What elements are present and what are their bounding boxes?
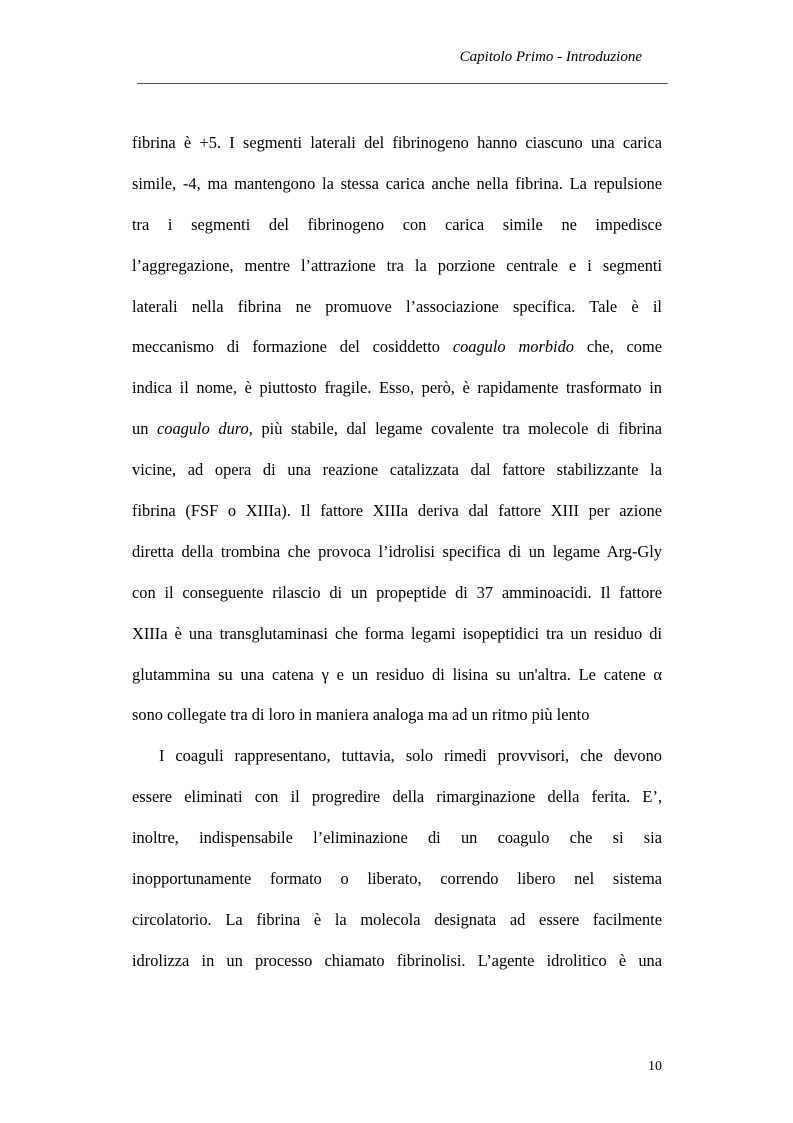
- text-line: fibrina è +5. I segmenti laterali del fibrinogeno hanno ciascuno una carica: [132, 133, 662, 152]
- text-line: diretta della trombina che provoca l’idrolisi specifica di un legame Arg-Gly: [132, 541, 662, 561]
- header-divider: [137, 83, 668, 84]
- page-body: [132, 128, 662, 987]
- text-line: circolatorio. La fibrina è la molecola designata ad essere facilmente: [132, 909, 662, 929]
- text-line: vicine, ad opera di una reazione catalizzata dal fattore stabilizzante la: [132, 460, 662, 480]
- text-segment: meccanismo di formazione del cosiddetto: [132, 337, 453, 357]
- running-header: Capitolo Primo - Introduzione: [459, 49, 642, 65]
- italic-term: coagulo duro,: [157, 419, 253, 439]
- text-line: sono collegate tra di loro in maniera analoga ma ad un ritmo più lento: [132, 705, 590, 725]
- text-line: l’aggregazione, mentre l’attrazione tra la porzione centrale e i segmenti: [132, 255, 662, 275]
- text-line: [132, 414, 662, 455]
- text-line: inoltre, indispensabile l’eliminazione di un coagulo che si sia: [132, 828, 662, 848]
- text-line: [132, 332, 662, 373]
- italic-term: coagulo morbido: [452, 337, 574, 357]
- text-line: glutammina su una catena γ e un residuo di lisina su un'altra. Le catene α: [132, 664, 662, 684]
- text-line: indica il nome, è piuttosto fragile. Esso, però, è rapidamente trasformato in: [132, 378, 662, 398]
- text-segment: che, come: [574, 337, 662, 357]
- text-line: con il conseguente rilascio di un propeptide di 37 amminoacidi. Il fattore: [132, 582, 662, 602]
- paragraph-2: [132, 741, 662, 986]
- text-line: essere eliminati con il progredire della rimarginazione della ferita. E’,: [132, 787, 662, 807]
- text-line: fibrina (FSF o XIIIa). Il fattore XIIIa deriva dal fattore XIII per azione: [132, 501, 662, 521]
- paragraph-1: [132, 128, 662, 741]
- text-line: idrolizza in un processo chiamato fibrinolisi. L’agente idrolitico è una: [132, 950, 662, 970]
- text-line: XIIIa è una transglutaminasi che forma legami isopeptidici tra un residuo di: [132, 623, 662, 643]
- text-segment: più stabile, dal legame covalente tra molecole di fibrina: [252, 419, 662, 439]
- text-line: laterali nella fibrina ne promuove l’associazione specifica. Tale è il: [132, 296, 662, 316]
- page-number: 10: [648, 1059, 662, 1074]
- text-line: tra i segmenti del fibrinogeno con carica simile ne impedisce: [132, 214, 662, 234]
- text-line: I coaguli rappresentano, tuttavia, solo rimedi provvisori, che devono: [159, 746, 662, 766]
- text-line: simile, -4, ma mantengono la stessa carica anche nella fibrina. La repulsione: [132, 173, 662, 193]
- text-line: inopportunamente formato o liberato, correndo libero nel sistema: [132, 869, 662, 889]
- text-segment: un: [132, 419, 157, 439]
